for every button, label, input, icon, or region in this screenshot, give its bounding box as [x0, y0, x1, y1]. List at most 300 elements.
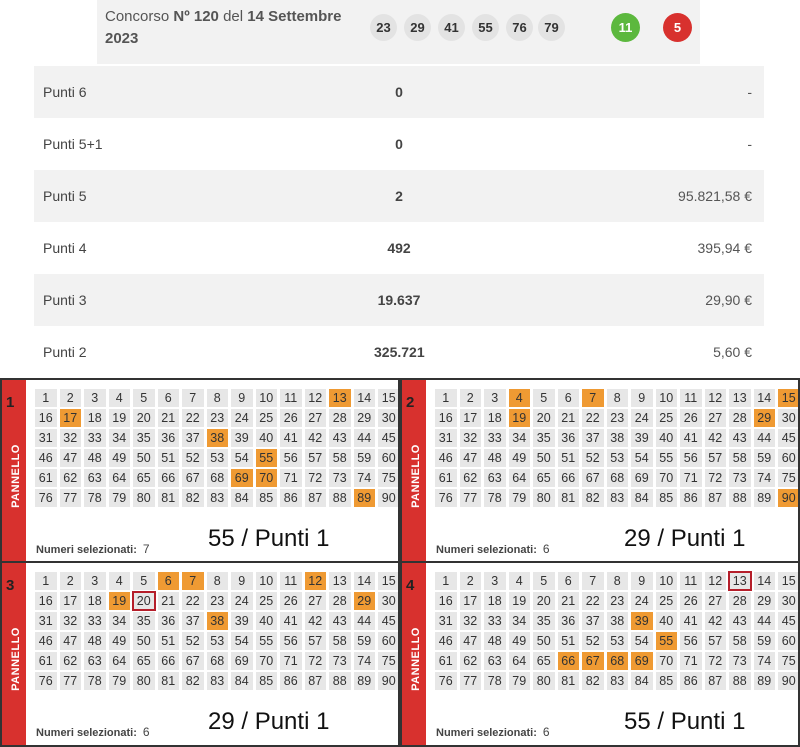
grid-number-69: 69	[231, 469, 253, 487]
grid-number-42: 42	[305, 429, 327, 447]
grid-number-69: 69	[631, 469, 653, 487]
slip-tab	[2, 563, 26, 745]
grid-number-71: 71	[280, 652, 302, 670]
grid-number-38: 38	[607, 612, 629, 630]
grid-number-1: 1	[35, 572, 57, 590]
grid-number-16: 16	[435, 592, 457, 610]
prize-winners: 0	[395, 136, 403, 152]
grid-number-34: 34	[109, 429, 131, 447]
grid-number-23: 23	[207, 409, 229, 427]
grid-number-25: 25	[256, 409, 278, 427]
grid-number-31: 31	[435, 612, 457, 630]
grid-number-78: 78	[84, 672, 106, 690]
grid-number-51: 51	[558, 449, 580, 467]
grid-number-62: 62	[60, 652, 82, 670]
grid-number-80: 80	[133, 489, 155, 507]
slip-number: 1	[6, 394, 15, 411]
grid-number-50: 50	[133, 632, 155, 650]
grid-number-56: 56	[680, 632, 702, 650]
grid-number-17: 17	[460, 592, 482, 610]
grid-number-7: 7	[182, 389, 204, 407]
drawn-number: 55	[472, 14, 499, 41]
grid-number-68: 68	[607, 469, 629, 487]
grid-number-17: 17	[460, 409, 482, 427]
grid-number-70: 70	[656, 652, 678, 670]
grid-number-75: 75	[378, 469, 400, 487]
grid-number-21: 21	[558, 592, 580, 610]
grid-number-39: 39	[231, 429, 253, 447]
grid-number-63: 63	[84, 469, 106, 487]
selected-count-value: 6	[542, 725, 550, 739]
grid-number-41: 41	[280, 612, 302, 630]
grid-number-19: 19	[509, 409, 531, 427]
grid-number-24: 24	[231, 592, 253, 610]
grid-number-58: 58	[329, 449, 351, 467]
grid-number-79: 79	[509, 672, 531, 690]
grid-number-77: 77	[60, 489, 82, 507]
grid-number-52: 52	[182, 632, 204, 650]
grid-number-57: 57	[705, 632, 727, 650]
grid-number-10: 10	[656, 572, 678, 590]
grid-number-27: 27	[305, 592, 327, 610]
prize-row	[34, 326, 764, 378]
grid-number-24: 24	[631, 409, 653, 427]
grid-number-4: 4	[509, 389, 531, 407]
grid-number-51: 51	[558, 632, 580, 650]
grid-number-48: 48	[84, 632, 106, 650]
grid-number-33: 33	[484, 612, 506, 630]
grid-number-19: 19	[509, 592, 531, 610]
grid-number-70: 70	[256, 652, 278, 670]
prize-amount: 5,60 €	[713, 344, 752, 360]
grid-number-78: 78	[484, 489, 506, 507]
grid-number-55: 55	[656, 632, 678, 650]
contest-number: Nº 120	[173, 8, 219, 25]
grid-number-60: 60	[778, 632, 800, 650]
grid-number-73: 73	[329, 652, 351, 670]
grid-number-85: 85	[656, 489, 678, 507]
grid-number-44: 44	[754, 429, 776, 447]
grid-number-47: 47	[60, 632, 82, 650]
grid-number-87: 87	[705, 489, 727, 507]
grid-number-26: 26	[680, 592, 702, 610]
grid-number-18: 18	[484, 592, 506, 610]
grid-number-78: 78	[484, 672, 506, 690]
grid-number-11: 11	[680, 389, 702, 407]
grid-number-78: 78	[84, 489, 106, 507]
grid-number-23: 23	[607, 592, 629, 610]
grid-number-63: 63	[84, 652, 106, 670]
grid-number-81: 81	[158, 672, 180, 690]
grid-number-18: 18	[84, 592, 106, 610]
grid-number-43: 43	[729, 429, 751, 447]
grid-number-49: 49	[509, 449, 531, 467]
grid-number-72: 72	[705, 652, 727, 670]
slip-tab	[402, 563, 426, 745]
grid-number-89: 89	[354, 672, 376, 690]
grid-number-87: 87	[305, 489, 327, 507]
grid-number-29: 29	[354, 592, 376, 610]
grid-number-4: 4	[109, 389, 131, 407]
grid-number-49: 49	[509, 632, 531, 650]
grid-number-45: 45	[378, 612, 400, 630]
grid-number-86: 86	[680, 672, 702, 690]
grid-number-89: 89	[754, 672, 776, 690]
grid-number-65: 65	[133, 469, 155, 487]
slip-panel	[400, 561, 800, 747]
grid-number-61: 61	[435, 652, 457, 670]
prize-row	[34, 222, 764, 274]
grid-number-5: 5	[533, 389, 555, 407]
grid-number-21: 21	[158, 592, 180, 610]
prize-row	[34, 274, 764, 326]
grid-number-32: 32	[60, 429, 82, 447]
grid-number-17: 17	[60, 409, 82, 427]
grid-number-61: 61	[35, 469, 57, 487]
grid-number-12: 12	[305, 572, 327, 590]
grid-number-74: 74	[754, 652, 776, 670]
grid-number-37: 37	[582, 429, 604, 447]
grid-number-2: 2	[60, 572, 82, 590]
grid-number-22: 22	[582, 592, 604, 610]
grid-number-5: 5	[133, 389, 155, 407]
selected-count: Numeri selezionati: 6	[36, 725, 150, 739]
drawn-number: 41	[438, 14, 465, 41]
grid-number-3: 3	[484, 389, 506, 407]
grid-number-1: 1	[435, 389, 457, 407]
grid-number-38: 38	[207, 612, 229, 630]
grid-number-88: 88	[729, 672, 751, 690]
grid-number-63: 63	[484, 652, 506, 670]
grid-number-15: 15	[778, 389, 800, 407]
grid-number-39: 39	[631, 429, 653, 447]
grid-number-71: 71	[280, 469, 302, 487]
grid-number-11: 11	[280, 572, 302, 590]
grid-number-16: 16	[35, 409, 57, 427]
grid-number-88: 88	[729, 489, 751, 507]
grid-number-75: 75	[378, 652, 400, 670]
grid-number-28: 28	[729, 592, 751, 610]
grid-number-15: 15	[378, 389, 400, 407]
grid-number-34: 34	[509, 612, 531, 630]
grid-number-52: 52	[182, 449, 204, 467]
grid-number-16: 16	[35, 592, 57, 610]
grid-number-51: 51	[158, 632, 180, 650]
grid-number-76: 76	[435, 489, 457, 507]
grid-number-82: 82	[582, 489, 604, 507]
grid-number-27: 27	[305, 409, 327, 427]
grid-number-60: 60	[378, 449, 400, 467]
grid-number-48: 48	[484, 449, 506, 467]
prize-row	[34, 118, 764, 170]
grid-number-23: 23	[207, 592, 229, 610]
prize-winners: 325.721	[374, 344, 425, 360]
prize-row	[34, 66, 764, 118]
grid-number-58: 58	[329, 632, 351, 650]
grid-number-69: 69	[231, 652, 253, 670]
drawn-number: 76	[506, 14, 533, 41]
grid-number-66: 66	[558, 469, 580, 487]
grid-number-89: 89	[754, 489, 776, 507]
number-grid	[435, 389, 800, 509]
prize-winners: 19.637	[377, 292, 421, 308]
prize-amount: 395,94 €	[697, 240, 752, 256]
grid-number-66: 66	[558, 652, 580, 670]
prize-winners: 0	[395, 84, 403, 100]
prize-category: Punti 2	[43, 344, 87, 360]
grid-number-59: 59	[354, 449, 376, 467]
superstar-number: 5	[663, 13, 692, 42]
number-grid	[35, 389, 400, 509]
grid-number-82: 82	[582, 672, 604, 690]
grid-number-71: 71	[680, 469, 702, 487]
grid-number-76: 76	[35, 672, 57, 690]
grid-number-70: 70	[256, 469, 278, 487]
grid-number-36: 36	[158, 612, 180, 630]
grid-number-21: 21	[158, 409, 180, 427]
grid-number-29: 29	[754, 409, 776, 427]
grid-number-57: 57	[305, 632, 327, 650]
grid-number-60: 60	[778, 449, 800, 467]
grid-number-18: 18	[484, 409, 506, 427]
grid-number-57: 57	[305, 449, 327, 467]
grid-number-22: 22	[182, 409, 204, 427]
grid-number-46: 46	[35, 632, 57, 650]
grid-number-43: 43	[329, 429, 351, 447]
grid-number-77: 77	[460, 489, 482, 507]
grid-number-81: 81	[158, 489, 180, 507]
grid-number-87: 87	[705, 672, 727, 690]
grid-number-47: 47	[460, 449, 482, 467]
slip-number: 3	[6, 577, 15, 594]
grid-number-20: 20	[533, 409, 555, 427]
grid-number-90: 90	[378, 672, 400, 690]
grid-number-2: 2	[460, 389, 482, 407]
grid-number-44: 44	[354, 429, 376, 447]
grid-number-5: 5	[533, 572, 555, 590]
grid-number-17: 17	[60, 592, 82, 610]
selected-count-value: 7	[142, 542, 150, 556]
grid-number-68: 68	[607, 652, 629, 670]
grid-number-74: 74	[754, 469, 776, 487]
grid-number-83: 83	[207, 672, 229, 690]
grid-number-25: 25	[256, 592, 278, 610]
grid-number-50: 50	[533, 632, 555, 650]
grid-number-65: 65	[533, 469, 555, 487]
grid-number-13: 13	[729, 572, 751, 590]
grid-number-37: 37	[182, 429, 204, 447]
grid-number-64: 64	[109, 652, 131, 670]
grid-number-89: 89	[354, 489, 376, 507]
grid-number-77: 77	[60, 672, 82, 690]
grid-number-42: 42	[705, 429, 727, 447]
grid-number-48: 48	[84, 449, 106, 467]
grid-number-64: 64	[509, 469, 531, 487]
grid-number-52: 52	[582, 449, 604, 467]
prize-category: Punti 5+1	[43, 136, 103, 152]
grid-number-40: 40	[656, 429, 678, 447]
grid-number-47: 47	[60, 449, 82, 467]
slip-tab	[2, 380, 26, 562]
grid-number-7: 7	[582, 389, 604, 407]
grid-number-33: 33	[84, 429, 106, 447]
grid-number-39: 39	[231, 612, 253, 630]
grid-number-88: 88	[329, 672, 351, 690]
grid-number-12: 12	[705, 389, 727, 407]
grid-number-85: 85	[656, 672, 678, 690]
grid-number-33: 33	[84, 612, 106, 630]
contest-del: del	[223, 8, 244, 25]
grid-number-1: 1	[35, 389, 57, 407]
grid-number-10: 10	[256, 389, 278, 407]
grid-number-40: 40	[656, 612, 678, 630]
grid-number-67: 67	[182, 469, 204, 487]
grid-number-11: 11	[680, 572, 702, 590]
prize-category: Punti 4	[43, 240, 87, 256]
grid-number-82: 82	[182, 489, 204, 507]
grid-number-54: 54	[631, 449, 653, 467]
grid-number-12: 12	[705, 572, 727, 590]
grid-number-53: 53	[607, 449, 629, 467]
grid-number-73: 73	[729, 469, 751, 487]
grid-number-3: 3	[84, 572, 106, 590]
grid-number-54: 54	[631, 632, 653, 650]
grid-number-50: 50	[533, 449, 555, 467]
grid-number-83: 83	[207, 489, 229, 507]
grid-number-28: 28	[329, 409, 351, 427]
prize-category: Punti 5	[43, 188, 87, 204]
grid-number-72: 72	[305, 469, 327, 487]
prize-winners: 2	[395, 188, 403, 204]
grid-number-2: 2	[460, 572, 482, 590]
grid-number-32: 32	[460, 429, 482, 447]
grid-number-26: 26	[280, 592, 302, 610]
contest-header	[97, 0, 700, 64]
grid-number-68: 68	[207, 652, 229, 670]
grid-number-42: 42	[705, 612, 727, 630]
grid-number-35: 35	[533, 612, 555, 630]
slip-panel	[400, 378, 800, 564]
grid-number-49: 49	[109, 449, 131, 467]
grid-number-29: 29	[354, 409, 376, 427]
grid-number-9: 9	[631, 389, 653, 407]
grid-number-65: 65	[533, 652, 555, 670]
grid-number-9: 9	[231, 572, 253, 590]
grid-number-36: 36	[558, 612, 580, 630]
grid-number-14: 14	[754, 572, 776, 590]
grid-number-44: 44	[754, 612, 776, 630]
grid-number-62: 62	[60, 469, 82, 487]
slip-label: PANNELLO	[10, 444, 22, 508]
grid-number-6: 6	[558, 572, 580, 590]
grid-number-70: 70	[656, 469, 678, 487]
grid-number-38: 38	[607, 429, 629, 447]
grid-number-4: 4	[109, 572, 131, 590]
grid-number-67: 67	[582, 652, 604, 670]
grid-number-90: 90	[778, 672, 800, 690]
slip-panel	[0, 378, 400, 564]
grid-number-88: 88	[329, 489, 351, 507]
grid-number-28: 28	[329, 592, 351, 610]
grid-number-85: 85	[256, 672, 278, 690]
grid-number-63: 63	[484, 469, 506, 487]
grid-number-14: 14	[354, 572, 376, 590]
grid-number-46: 46	[435, 449, 457, 467]
grid-number-2: 2	[60, 389, 82, 407]
grid-number-48: 48	[484, 632, 506, 650]
selected-count: Numeri selezionati: 7	[36, 542, 150, 556]
grid-number-90: 90	[378, 489, 400, 507]
grid-number-45: 45	[778, 429, 800, 447]
grid-number-24: 24	[231, 409, 253, 427]
grid-number-18: 18	[84, 409, 106, 427]
grid-number-67: 67	[182, 652, 204, 670]
grid-number-19: 19	[109, 592, 131, 610]
grid-number-14: 14	[754, 389, 776, 407]
grid-number-8: 8	[207, 389, 229, 407]
prize-row	[34, 170, 764, 222]
grid-number-8: 8	[607, 572, 629, 590]
grid-number-37: 37	[582, 612, 604, 630]
contest-label: Concorso	[105, 8, 170, 25]
grid-number-24: 24	[631, 592, 653, 610]
grid-number-75: 75	[778, 652, 800, 670]
grid-number-84: 84	[631, 672, 653, 690]
grid-number-6: 6	[558, 389, 580, 407]
grid-number-38: 38	[207, 429, 229, 447]
grid-number-15: 15	[778, 572, 800, 590]
slip-label: PANNELLO	[410, 444, 422, 508]
grid-number-12: 12	[305, 389, 327, 407]
grid-number-53: 53	[207, 449, 229, 467]
grid-number-62: 62	[460, 469, 482, 487]
grid-number-7: 7	[182, 572, 204, 590]
prize-amount: -	[747, 84, 752, 100]
grid-number-55: 55	[256, 449, 278, 467]
slip-result: 55 / Punti 1	[208, 525, 330, 552]
grid-number-10: 10	[256, 572, 278, 590]
grid-number-82: 82	[182, 672, 204, 690]
grid-number-67: 67	[582, 469, 604, 487]
grid-number-80: 80	[133, 672, 155, 690]
grid-number-81: 81	[558, 489, 580, 507]
slip-label: PANNELLO	[410, 627, 422, 691]
grid-number-81: 81	[558, 672, 580, 690]
slip-tab	[402, 380, 426, 562]
grid-number-27: 27	[705, 592, 727, 610]
grid-number-6: 6	[158, 572, 180, 590]
jolly-number: 11	[611, 13, 640, 42]
grid-number-60: 60	[378, 632, 400, 650]
slip-label: PANNELLO	[10, 627, 22, 691]
grid-number-68: 68	[207, 469, 229, 487]
grid-number-37: 37	[182, 612, 204, 630]
grid-number-26: 26	[280, 409, 302, 427]
grid-number-32: 32	[460, 612, 482, 630]
grid-number-80: 80	[533, 489, 555, 507]
grid-number-7: 7	[582, 572, 604, 590]
grid-number-64: 64	[109, 469, 131, 487]
grid-number-31: 31	[35, 612, 57, 630]
grid-number-36: 36	[558, 429, 580, 447]
selected-count: Numeri selezionati: 6	[436, 542, 550, 556]
grid-number-61: 61	[435, 469, 457, 487]
grid-number-30: 30	[778, 409, 800, 427]
grid-number-52: 52	[582, 632, 604, 650]
grid-number-19: 19	[109, 409, 131, 427]
grid-number-25: 25	[656, 409, 678, 427]
grid-number-71: 71	[680, 652, 702, 670]
